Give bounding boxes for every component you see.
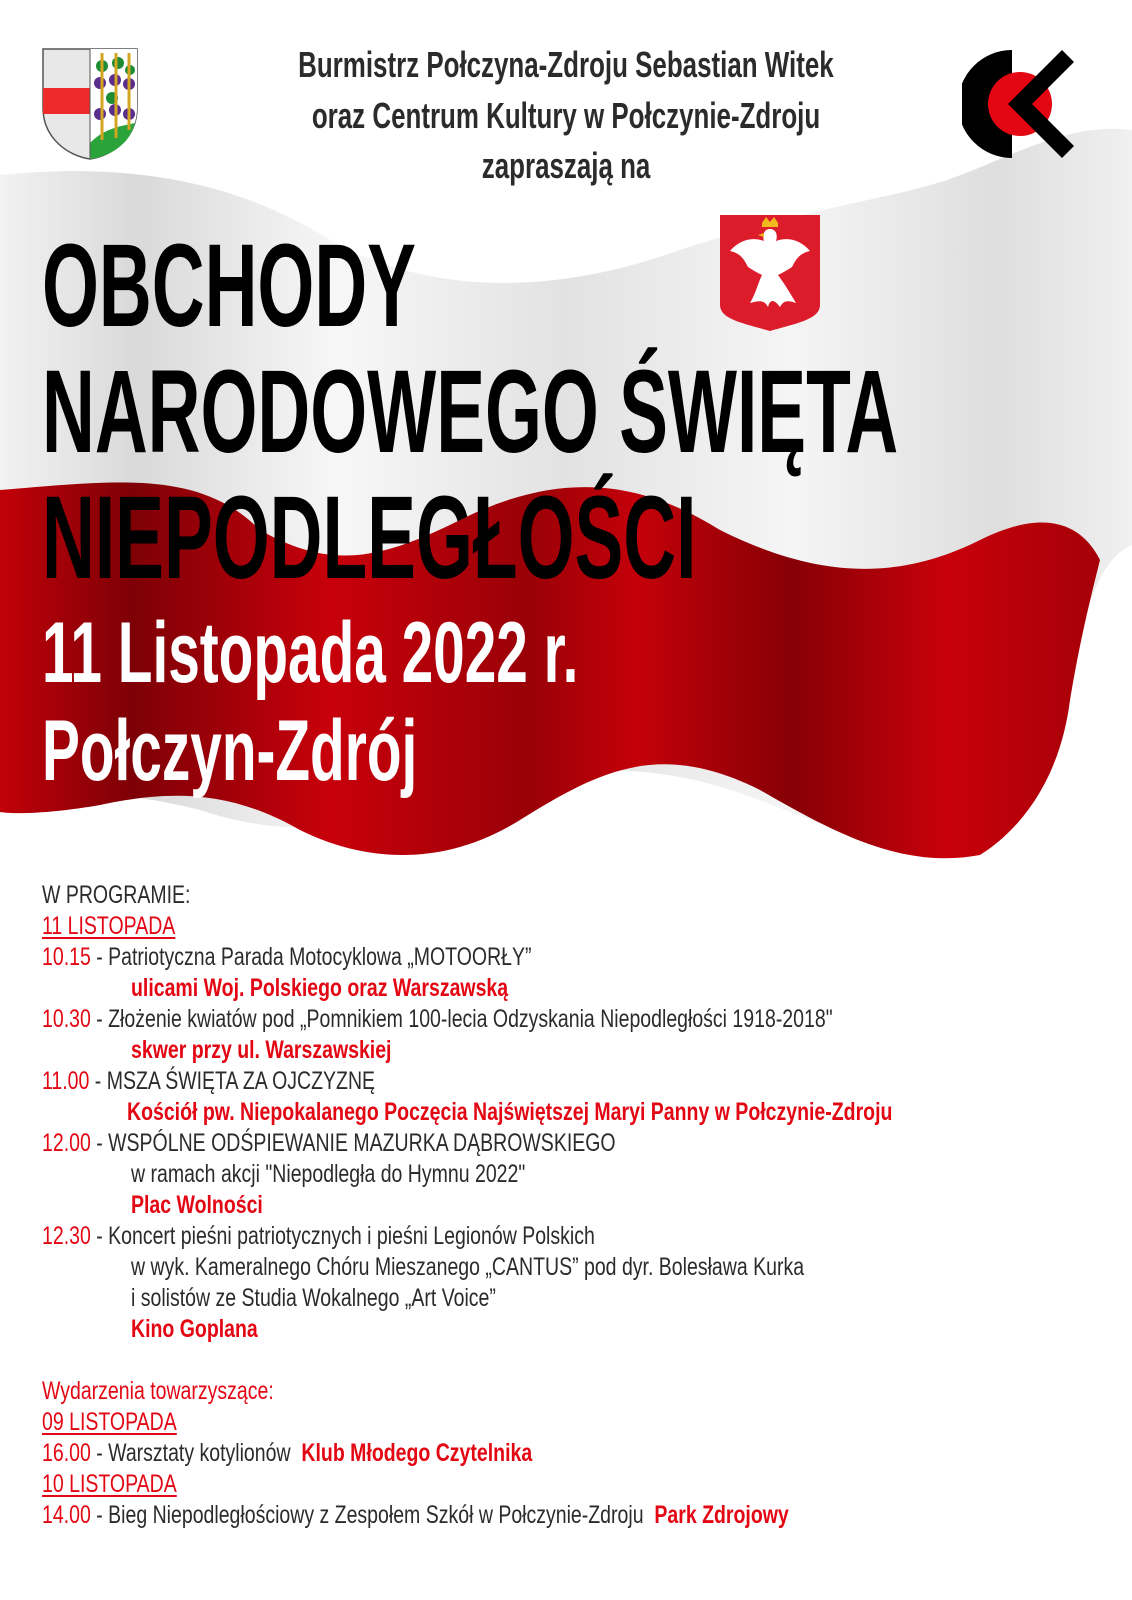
organizer-line-2: oraz Centrum Kultury w Połczynie-Zdroju: [311, 95, 821, 136]
program-item: 10.15 - Patriotyczna Parada Motocyklowa „MOTOORŁY”: [42, 943, 532, 971]
organizer-line: Burmistrz Połczyna-Zdroju Sebastian Witek: [298, 44, 834, 85]
title-line-3: NIEPODLEGŁOŚCI: [42, 472, 697, 604]
event-date: 11 Listopada 2022 r.: [42, 605, 579, 701]
program-heading: W PROGRAMIE:: [42, 881, 191, 909]
white-eagle-emblem-icon: [718, 213, 822, 333]
side-event-item: 14.00 - Bieg Niepodległościowy z Zespołem Szkół w Połczynie-Zdroju Park Zdrojowy: [42, 1501, 789, 1529]
item-time: 10.15: [42, 943, 91, 971]
invitation-line: zapraszają na: [481, 145, 651, 186]
item-detail: i solistów ze Studia Wokalnego „Art Voice”: [131, 1284, 496, 1312]
item-place: Kościół pw. Niepokalanego Poczęcia Najświętszej Maryi Panny w Połczynie-Zdroju: [127, 1098, 893, 1126]
program-item: 11.00 - MSZA ŚWIĘTA ZA OJCZYZNĘ: [42, 1067, 376, 1095]
side-events-heading: Wydarzenia towarzyszące:: [42, 1377, 274, 1405]
side-event-day: 10 LISTOPADA: [42, 1470, 177, 1498]
title-line-2: NARODOWEGO ŚWIĘTA: [42, 346, 899, 478]
item-place: Kino Goplana: [131, 1315, 258, 1343]
item-place: Plac Wolności: [131, 1191, 263, 1219]
item-detail: w wyk. Kameralnego Chóru Mieszanego „CANTUS” pod dyr. Bolesława Kurka: [131, 1253, 805, 1281]
side-event-day: 09 LISTOPADA: [42, 1408, 177, 1436]
program-item: 12.00 - WSPÓLNE ODŚPIEWANIE MAZURKA DĄBROWSKIEGO: [42, 1129, 616, 1157]
item-place: skwer przy ul. Warszawskiej: [131, 1036, 392, 1064]
program-day: 11 LISTOPADA: [42, 912, 176, 940]
side-event-place: Park Zdrojowy: [654, 1501, 789, 1529]
program-item: 10.30 - Złożenie kwiatów pod „Pomnikiem 100-lecia Odzyskania Niepodległości 1918-2018": [42, 1005, 833, 1033]
event-place: Połczyn-Zdrój: [42, 703, 418, 799]
title-line-1: OBCHODY: [42, 220, 416, 352]
item-place: ulicami Woj. Polskiego oraz Warszawską: [131, 974, 509, 1002]
program-item: 12.30 - Koncert pieśni patriotycznych i pieśni Legionów Polskich: [42, 1222, 595, 1250]
side-event-item: 16.00 - Warsztaty kotylionów Klub Młodego Czytelnika: [42, 1439, 533, 1467]
item-detail: w ramach akcji "Niepodległa do Hymnu 2022": [131, 1160, 526, 1188]
item-text: Patriotyczna Parada Motocyklowa „MOTOORŁY”: [108, 943, 532, 971]
side-event-place: Klub Młodego Czytelnika: [301, 1439, 533, 1467]
